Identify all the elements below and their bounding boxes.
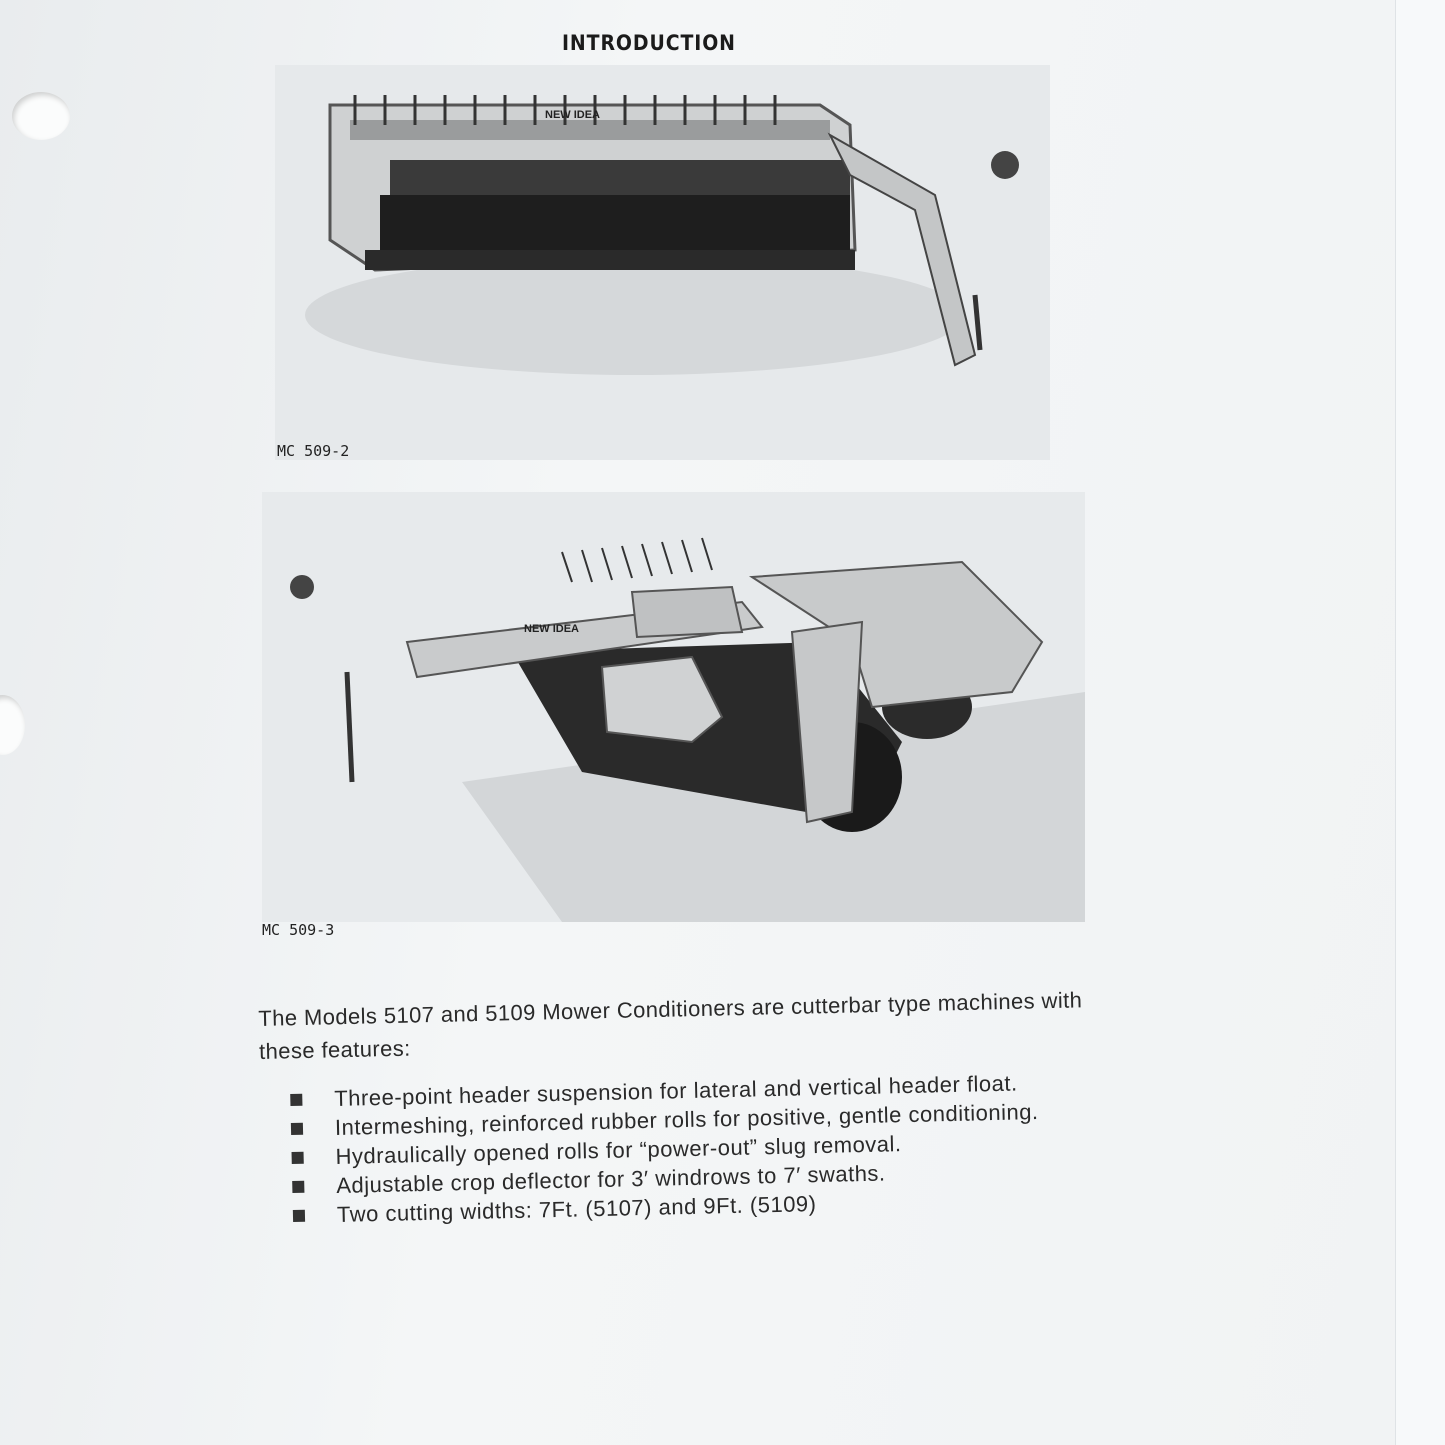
square-bullet-icon (293, 1210, 305, 1222)
binder-hole (12, 92, 70, 140)
brand-label: NEW IDEA (524, 623, 579, 635)
figure-caption: MC 509-2 (277, 442, 350, 460)
binder-hole (0, 695, 25, 755)
square-bullet-icon (290, 1094, 302, 1106)
square-bullet-icon (291, 1123, 303, 1135)
feature-text: Adjustable crop deflector for 3′ windrows to 7′ swaths. (336, 1160, 886, 1198)
page-edge (1395, 0, 1445, 1445)
feature-text: Three-point header suspension for lateral and vertical header float. (334, 1070, 1018, 1111)
figure-caption: MC 509-3 (262, 921, 335, 939)
feature-text: Hydraulically opened rolls for “power-out” slug removal. (335, 1131, 902, 1169)
feature-text: Two cutting widths: 7Ft. (5107) and 9Ft. (5109) (336, 1191, 817, 1227)
page-heading: INTRODUCTION (562, 31, 736, 55)
mower-photo-side-view (262, 492, 1085, 922)
brand-label: NEW IDEA (545, 109, 600, 121)
intro-paragraph: The Models 5107 and 5109 Mower Conditioners are cutterbar type machines with these features: (258, 987, 1083, 1064)
feature-list (290, 1066, 1113, 1230)
mower-photo-rear-view (275, 65, 1050, 460)
feature-text: Intermeshing, reinforced rubber rolls for positive, gentle conditioning. (334, 1099, 1039, 1140)
square-bullet-icon (292, 1181, 304, 1193)
square-bullet-icon (292, 1152, 304, 1164)
